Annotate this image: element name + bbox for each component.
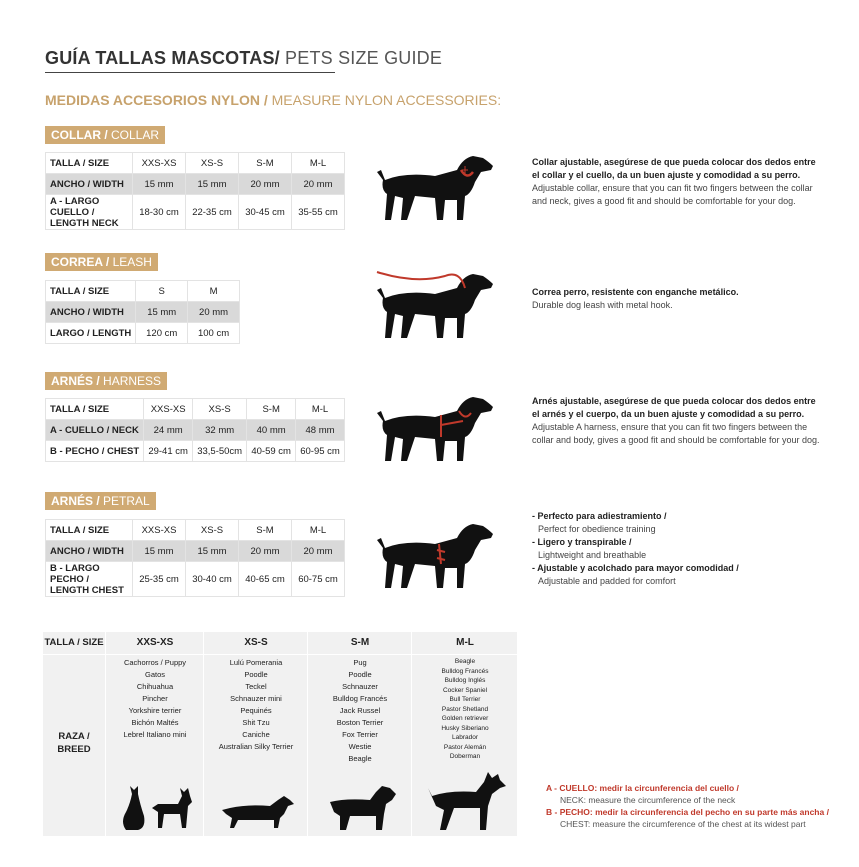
table-row: A - CUELLO / NECK 24 mm 32 mm 40 mm 48 mm <box>46 420 345 441</box>
leash-tag: CORREA / LEASH <box>45 253 158 271</box>
collar-description: Collar ajustable, asegúrese de que pueda colocar dos dedos entre el collar y el cuello, da un buen ajuste y comodidad a su perro. Adjustable collar, ensure that you can fit two fingers between the collar and neck, gives a good fit and should be comfortable for your dog. <box>532 157 816 206</box>
schnauzer-icon <box>326 782 398 832</box>
breed-size-table <box>43 632 517 836</box>
table-row: A - LARGO CUELLO / LENGTH NECK 18-30 cm 22-35 cm 30-45 cm 35-55 cm <box>46 195 345 230</box>
table-row: B - LARGO PECHO / LENGTH CHEST 25-35 cm 30-40 cm 40-65 cm 60-75 cm <box>46 562 345 597</box>
cat-and-chihuahua-icon <box>118 782 198 832</box>
table-row: ANCHO / WIDTH 15 mm 15 mm 20 mm 20 mm <box>46 174 345 195</box>
page-title: GUÍA TALLAS MASCOTAS/ PETS SIZE GUIDE <box>45 48 443 68</box>
petral-tag: ARNÉS / PETRAL <box>45 492 156 510</box>
list-item: - Ajustable y acolchado para mayor comodidad / Adjustable and padded for comfort <box>532 563 739 586</box>
leash-description: Correa perro, resistente con enganche metálico. Durable dog leash with metal hook. <box>532 287 739 310</box>
collar-size-table <box>45 152 345 230</box>
table-row: TALLA / SIZE XXS-XS XS-S S-M M-L <box>46 520 345 541</box>
table-row: LARGO / LENGTH 120 cm 100 cm <box>46 323 240 344</box>
breed-list: Cachorros / Puppy Gatos Chihuahua Pincher Yorkshire terrier Bichón Maltés Lebrel Italiano mini <box>123 658 187 739</box>
table-row: TALLA / SIZE S M <box>46 281 240 302</box>
petral-features <box>532 510 822 588</box>
list-item: - Ligero y transpirable / Lightweight and breathable <box>532 537 647 560</box>
dog-collar-icon <box>375 150 500 225</box>
breed-column-s-m: S-M Pug Poodle Schnauzer Bulldog Francés Jack Russel Boston Terrier Fox Terrier Westie Beagle <box>307 632 412 836</box>
list-item: - Perfecto para adiestramiento / Perfect for obedience training <box>532 511 667 534</box>
harness-description: Arnés ajustable, asegúrese de que pueda colocar dos dedos entre el arnés y el cuerpo, da un buen ajuste y comodidad a su perro. Adjustable A harness, ensure that you can fit two fingers between the collar and body, gives a good fit and should be comfortable for your dog. <box>532 396 820 445</box>
breed-column-xxs-xs: XXS-XS Cachorros / Puppy Gatos Chihuahua Pincher Yorkshire terrier Bichón Maltés Lebrel Italiano mini <box>105 632 204 836</box>
breed-column-m-l: M-L Beagle Bulldog Francés Bulldog Inglés Cocker Spaniel Bull Terrier Pastor Shetland Golden retriever Husky Siberiano Labrador Pastor Alemán Doberman <box>411 632 518 836</box>
section-subtitle: MEDIDAS ACCESORIOS NYLON / MEASURE NYLON ACCESSORIES: <box>45 92 502 108</box>
table-row: B - PECHO / CHEST 29-41 cm 33,5-50cm 40-59 cm 60-95 cm <box>46 441 345 462</box>
breed-list: Beagle Bulldog Francés Bulldog Inglés Cocker Spaniel Bull Terrier Pastor Shetland Golden retriever Husky Siberiano Labrador Pastor Alemán Doberman <box>441 658 489 760</box>
leash-size-table <box>45 280 240 344</box>
dog-harness-icon <box>375 385 500 465</box>
breed-header-divider <box>43 654 517 655</box>
breed-label-column: TALLA / SIZE RAZA / BREED <box>44 637 104 755</box>
breed-row-label: RAZA / BREED <box>57 731 91 755</box>
breed-list: Pug Poodle Schnauzer Bulldog Francés Jack Russel Boston Terrier Fox Terrier Westie Beagle <box>332 658 388 763</box>
dog-petral-icon <box>375 512 500 592</box>
harness-tag: ARNÉS / HARNESS <box>45 372 167 390</box>
table-row: TALLA / SIZE XXS-XS XS-S S-M M-L <box>46 399 345 420</box>
breed-column-xs-s: XS-S Lulú Pomerania Poodle Teckel Schnauzer mini Pequinés Shit Tzu Caniche Australian Silky Terrier <box>203 632 308 836</box>
measurement-legend: A - CUELLO: medir la circunferencia del cuello / NECK: measure the circumference of the neck B - PECHO: medir la circunferencia del pecho en su parte más ancha / CHEST: measure the circumference of the chest at its widest part <box>546 783 829 829</box>
doberman-icon <box>426 770 510 832</box>
breed-list: Lulú Pomerania Poodle Teckel Schnauzer mini Pequinés Shit Tzu Caniche Australian Silky Terrier <box>218 658 294 751</box>
harness-size-table <box>45 398 345 462</box>
table-row: ANCHO / WIDTH 15 mm 20 mm <box>46 302 240 323</box>
petral-size-table <box>45 519 345 597</box>
dog-leash-icon <box>375 262 500 342</box>
dachshund-icon <box>218 792 296 832</box>
table-row: TALLA / SIZE XXS-XS XS-S S-M M-L <box>46 153 345 174</box>
table-row: ANCHO / WIDTH 15 mm 15 mm 20 mm 20 mm <box>46 541 345 562</box>
collar-tag: COLLAR / COLLAR <box>45 126 165 144</box>
title-underline <box>45 72 335 73</box>
